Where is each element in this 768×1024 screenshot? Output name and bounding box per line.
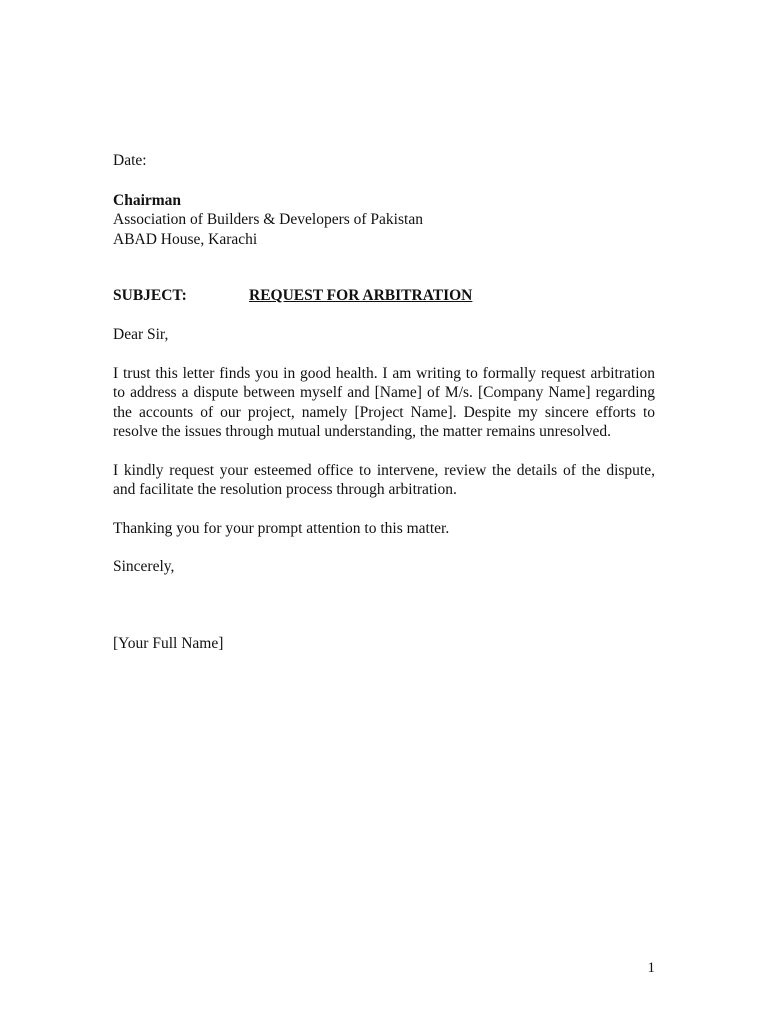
signature-placeholder: [Your Full Name]	[113, 634, 224, 652]
page-number: 1	[647, 960, 655, 976]
letter-body	[113, 151, 655, 653]
salutation: Dear Sir,	[113, 326, 169, 343]
closing: Sincerely,	[113, 558, 175, 575]
recipient-organization: Association of Builders & Developers of Pakistan	[113, 211, 423, 228]
subject-value: REQUEST FOR ARBITRATION	[249, 287, 473, 304]
paragraph-1: I trust this letter finds you in good health. I am writing to formally request arbitration to address a dispute between myself and [Name] of M/s. [Company Name] regarding the accounts of our project, namely [Project Name]. Despite my sincere efforts to resolve the issues through mutual understanding, the matter remains unresolved.	[113, 364, 655, 440]
recipient-title: Chairman	[113, 191, 182, 209]
subject-label: SUBJECT:	[113, 287, 187, 304]
subject-line	[113, 286, 655, 306]
date-label: Date:	[113, 152, 147, 169]
paragraph-3: Thanking you for your prompt attention to this matter.	[113, 519, 450, 537]
paragraph-2: I kindly request your esteemed office to intervene, review the details of the dispute, and facilitate the resolution process through arbitration.	[113, 461, 655, 498]
recipient-address: ABAD House, Karachi	[113, 230, 258, 248]
